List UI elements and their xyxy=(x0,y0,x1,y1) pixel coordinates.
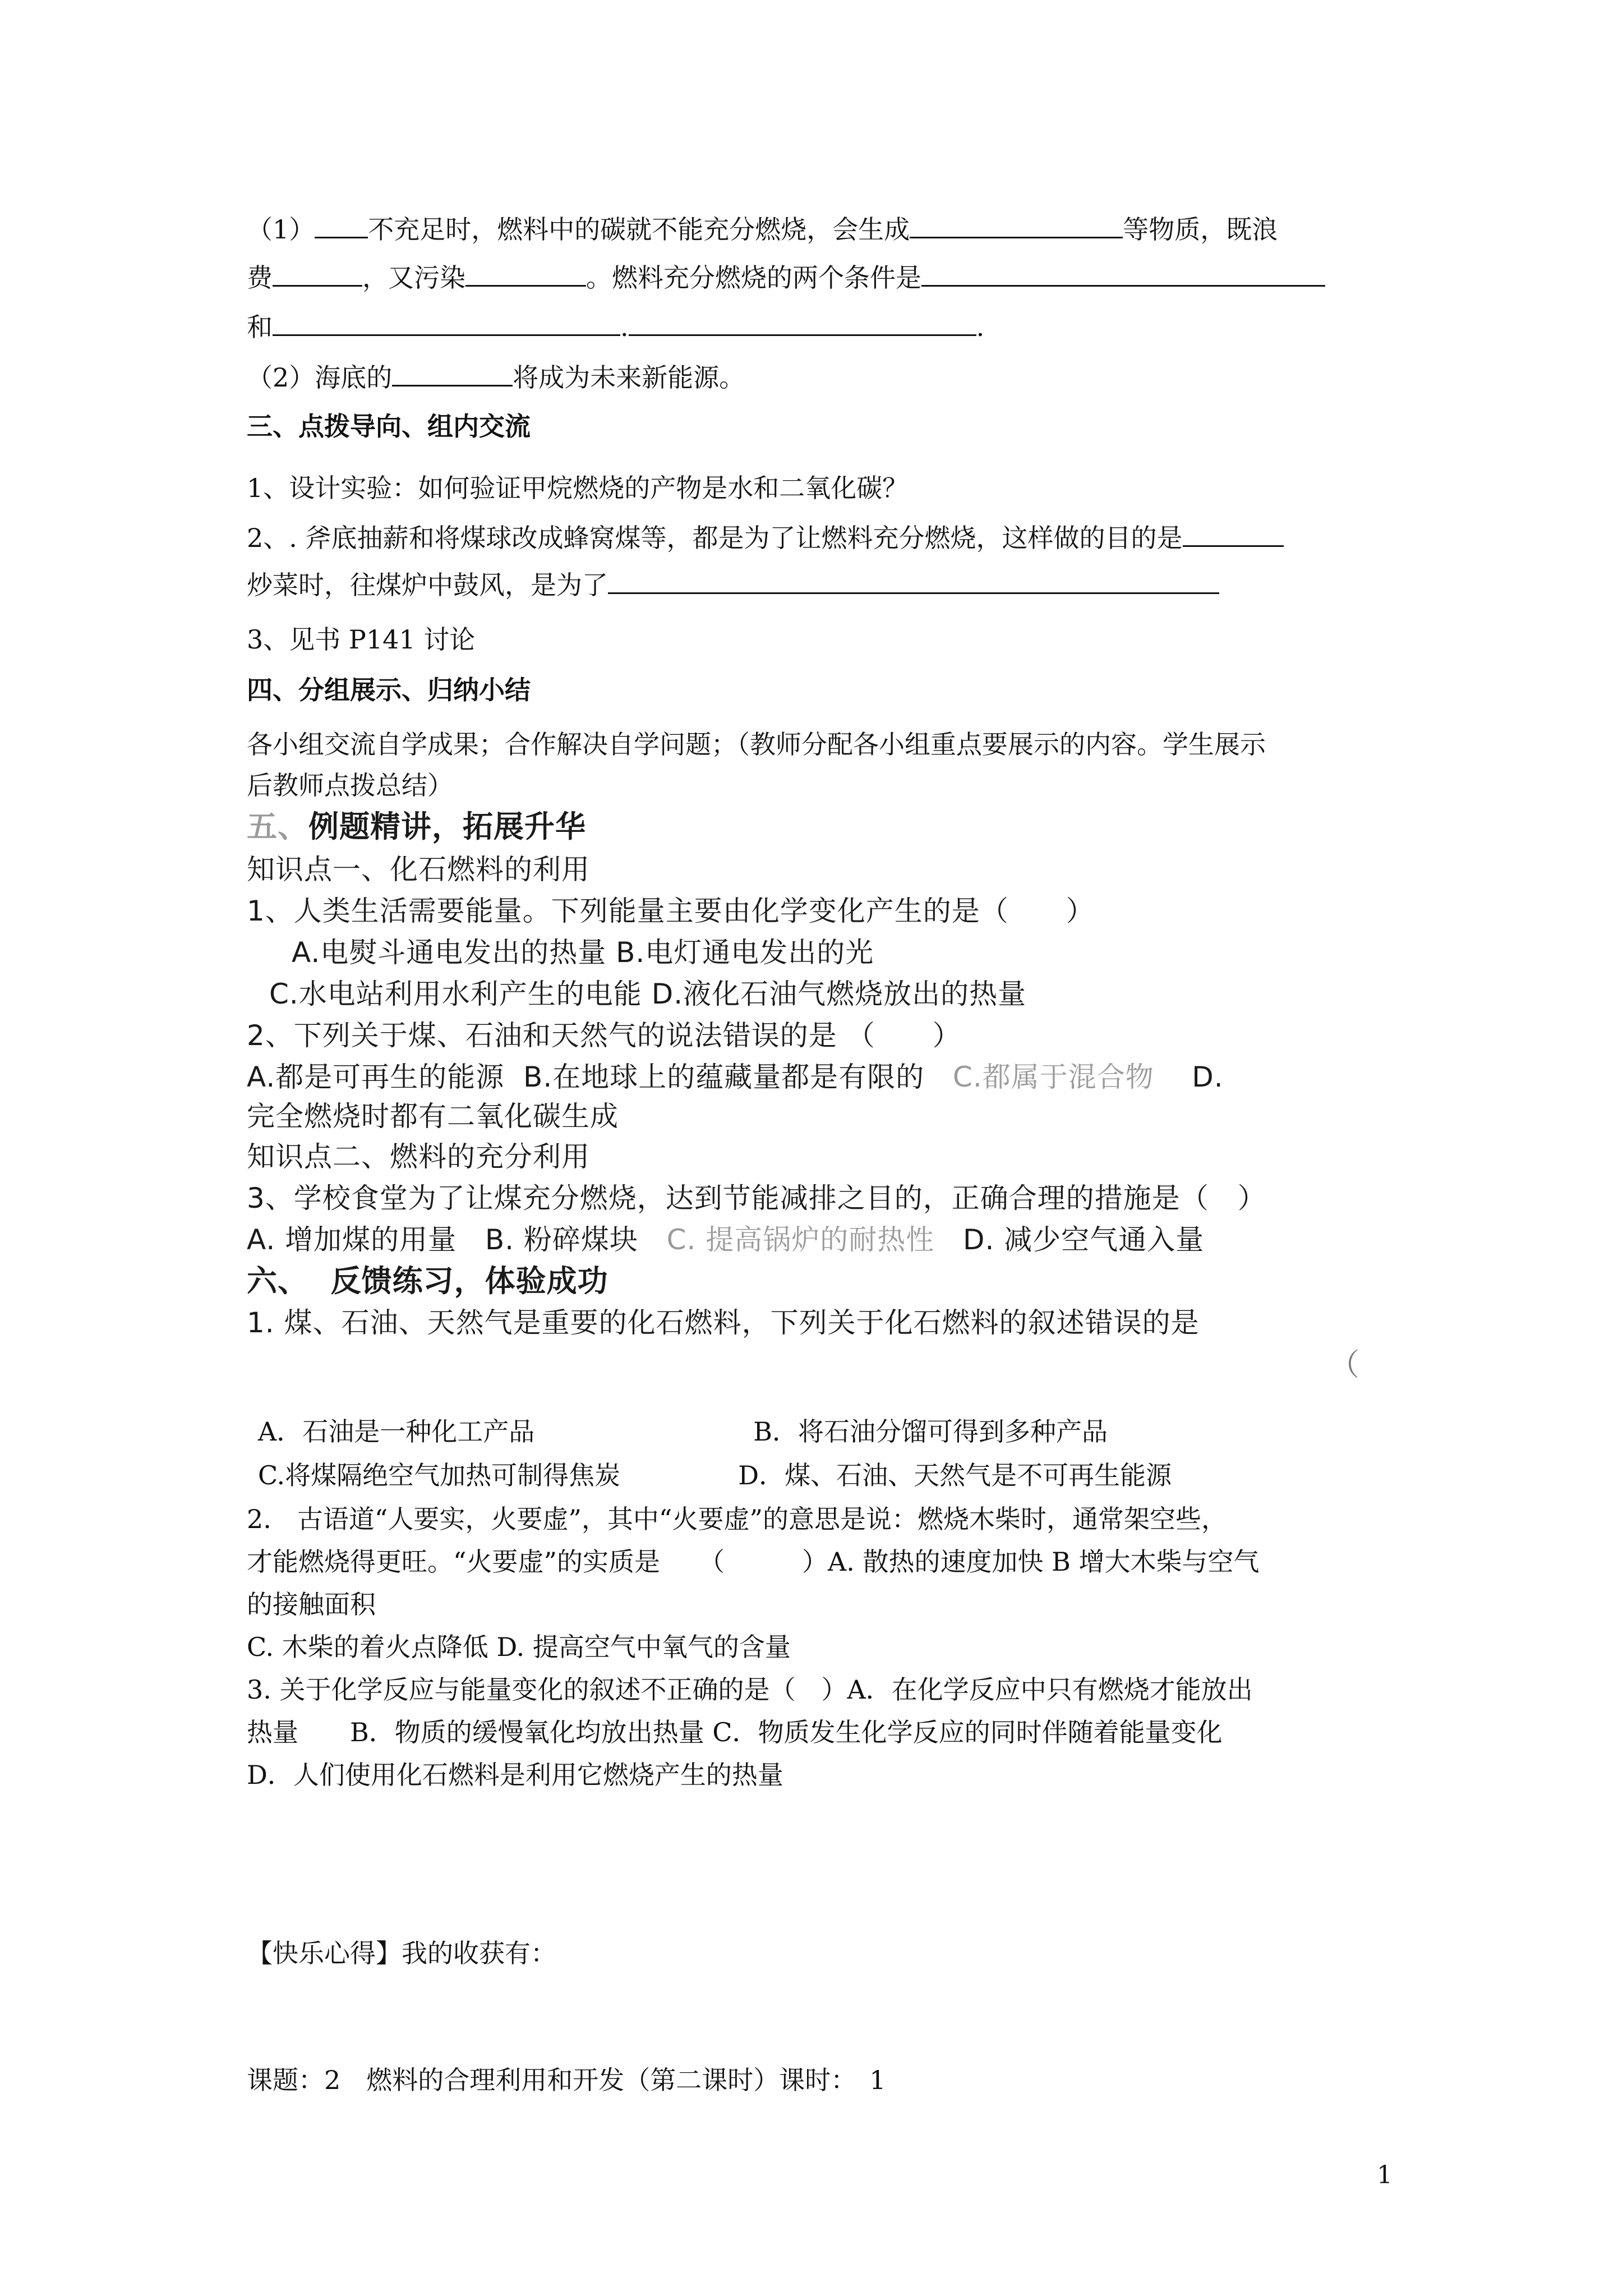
option-a: A.都是可再生的能源 xyxy=(247,1061,505,1093)
blank[interactable] xyxy=(392,359,513,386)
fill-question-1-line-3 xyxy=(247,309,1391,345)
blank[interactable] xyxy=(1183,519,1284,547)
fill-question-1-line-1 xyxy=(247,211,1391,247)
q1-text-4: ，又污染 xyxy=(362,263,465,293)
blank[interactable] xyxy=(315,211,368,238)
q2-text-2: 将成为未来新能源。 xyxy=(513,362,745,393)
q1-text-6: 和 xyxy=(247,312,273,342)
section-heading-6 xyxy=(247,1263,1391,1299)
blank[interactable] xyxy=(921,259,1325,287)
example-1: 1、人类生活需要能量。下列能量主要由化学变化产生的是（ ） xyxy=(247,895,1095,927)
s4-text-2: 后教师点拨总结） xyxy=(247,770,453,800)
example-2: 2、下列关于煤、石油和天然气的说法错误的是 （ ） xyxy=(247,1019,961,1052)
example-3-options xyxy=(247,1222,1391,1258)
feedback-3-line-1: 3. 关于化学反应与能量变化的叙述不正确的是（ ）A．在化学反应中只有燃烧才能放出 xyxy=(247,1674,1253,1705)
option-a: A. 增加煤的用量 xyxy=(247,1223,457,1256)
fill-question-2 xyxy=(247,359,1391,395)
blank[interactable] xyxy=(608,567,1219,594)
s3-item-2-cont xyxy=(247,567,1391,603)
option-a: A．石油是一种化工产品 xyxy=(258,1416,535,1447)
example-3: 3、学校食堂为了让煤充分燃烧，达到节能减排之目的，正确合理的措施是（ ） xyxy=(247,1182,1266,1214)
example-1-options-ab: A.电熨斗通电发出的热量 B.电灯通电发出的光 xyxy=(292,936,874,969)
example-1-options-cd: C.水电站利用水利产生的电能 D.液化石油气燃烧放出的热量 xyxy=(269,978,1027,1010)
blank[interactable] xyxy=(273,259,362,287)
s3-item-2 xyxy=(247,519,1391,556)
feedback-3-line-3: D．人们使用化石燃料是利用它燃烧产生的热量 xyxy=(247,1760,783,1790)
feedback-3-line-2: 热量 B．物质的缓慢氧化均放出热量 C．物质发生化学反应的同时伴随着能量变化 xyxy=(247,1717,1223,1747)
q1-text-5: 。燃料充分燃烧的两个条件是 xyxy=(586,263,921,293)
section-heading-3: 三、点拨导向、组内交流 xyxy=(247,411,531,441)
harvest-heading: 【快乐心得】我的收获有： xyxy=(247,1938,556,1968)
option-c: C.都属于混合物 xyxy=(952,1061,1154,1093)
feedback-1-options-ab xyxy=(258,1414,1402,1450)
q2-text: （2）海底的 xyxy=(247,362,393,393)
q1-text-3: 费 xyxy=(247,263,273,293)
section-6-number: 六、 xyxy=(247,1263,308,1299)
q1-dot-2: . xyxy=(976,312,985,342)
option-d: D. 减少空气通入量 xyxy=(962,1223,1205,1256)
blank[interactable] xyxy=(273,309,620,336)
feedback-2-line-1: 2. 古语道“人要实，火要虚”，其中“火要虚”的意思是说：燃烧木柴时，通常架空些， xyxy=(247,1504,1227,1534)
option-b: B.在地球上的蕴藏量都是有限的 xyxy=(523,1061,925,1093)
feedback-1-paren: （ xyxy=(1329,1347,1359,1382)
q1-label: （1） xyxy=(247,214,315,245)
blank[interactable] xyxy=(910,211,1123,238)
q1-dot: . xyxy=(620,312,629,342)
feedback-1: 1. 煤、石油、天然气是重要的化石燃料，下列关于化石燃料的叙述错误的是 xyxy=(247,1306,1200,1339)
q1-text-2: 等物质，既浪 xyxy=(1123,214,1278,245)
section-6-title: 反馈练习，体验成功 xyxy=(330,1263,608,1299)
lesson-topic: 课题：2 燃料的合理利用和开发（第二课时）课时： 1 xyxy=(247,2065,886,2095)
option-b: B．将石油分馏可得到多种产品 xyxy=(753,1416,1108,1447)
s3-item-2-text: 2、. 斧底抽薪和将煤球改成蜂窝煤等，都是为了让燃料充分燃烧，这样做的目的是 xyxy=(247,523,1183,553)
option-d: D. xyxy=(1192,1061,1224,1093)
section-heading-5 xyxy=(247,809,1391,845)
q1-text: 不充足时，燃料中的碳就不能充分燃烧，会生成 xyxy=(368,214,910,245)
knowledge-point-1: 知识点一、化石燃料的利用 xyxy=(247,853,590,886)
feedback-2-line-3: 的接触面积 xyxy=(247,1589,376,1619)
example-2-option-d-text: 完全燃烧时都有二氧化碳生成 xyxy=(247,1100,619,1133)
option-d: D．煤、石油、天然气是不可再生能源 xyxy=(738,1460,1172,1490)
s3-item-3: 3、见书 P141 讨论 xyxy=(247,624,476,655)
page-number: 1 xyxy=(1377,2161,1393,2189)
option-c: C.将煤隔绝空气加热可制得焦炭 xyxy=(258,1460,621,1490)
s3-item-1: 1、设计实验：如何验证甲烷燃烧的产物是水和二氧化碳？ xyxy=(247,473,909,503)
s4-text-1: 各小组交流自学成果；合作解决自学问题；（教师分配各小组重点要展示的内容。学生展示 xyxy=(247,729,1266,760)
blank[interactable] xyxy=(629,309,976,336)
blank[interactable] xyxy=(465,259,586,287)
s3-item-2b-text: 炒菜时，往煤炉中鼓风，是为了 xyxy=(247,570,608,600)
feedback-2-line-4: C. 木柴的着火点降低 D. 提高空气中氧气的含量 xyxy=(247,1632,791,1662)
section-heading-4: 四、分组展示、归纳小结 xyxy=(247,675,531,705)
option-b: B. 粉碎煤块 xyxy=(485,1223,638,1256)
section-5-title: 例题精讲，拓展升华 xyxy=(308,809,586,844)
feedback-2-line-2: 才能燃烧得更旺。“火要虚”的实质是 （ ）A. 散热的速度加快 B 增大木柴与空气 xyxy=(247,1547,1260,1577)
knowledge-point-2: 知识点二、燃料的充分利用 xyxy=(247,1140,590,1173)
example-2-options xyxy=(247,1059,1391,1095)
section-5-number: 五、 xyxy=(247,809,308,844)
option-c: C. 提高锅炉的耐热性 xyxy=(666,1223,935,1256)
fill-question-1-line-2 xyxy=(247,259,1391,296)
feedback-1-options-cd xyxy=(258,1457,1402,1493)
